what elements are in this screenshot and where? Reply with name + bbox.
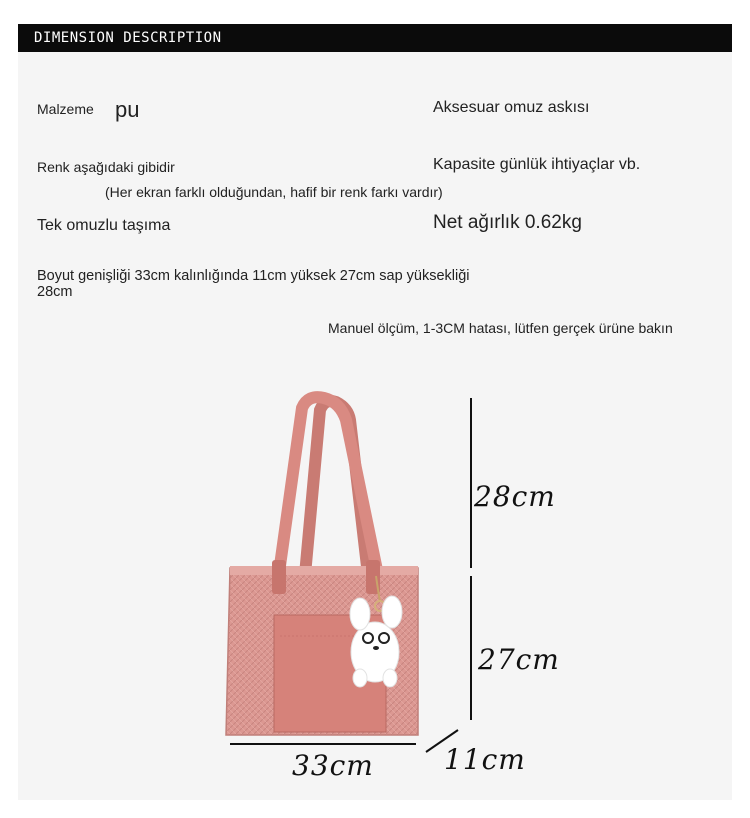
header-title: DIMENSION DESCRIPTION [34,30,222,46]
net-weight-text: Net ağırlık 0.62kg [433,212,582,233]
capacity-text: Kapasite günlük ihtiyaçlar vb. [433,156,641,173]
carry-text: Tek omuzlu taşıma [37,217,171,234]
color-text: Renk aşağıdaki gibidir [37,159,175,175]
handle-height-label: 28cm [474,480,556,513]
material-value: pu [115,97,140,122]
size-text: Boyut genişliği 33cm kalınlığında 11cm yüksek 27cm sap yüksekliği 28cm [37,268,470,300]
material-label: Malzeme [37,101,94,117]
body-height-label: 27cm [478,643,560,676]
bag-image [200,380,560,800]
thickness-label: 11cm [444,743,526,776]
color-note: (Her ekran farklı olduğundan, hafif bir renk farkı vardır) [105,184,443,200]
width-label: 33cm [292,749,374,782]
measure-note: Manuel ölçüm, 1-3CM hatası, lütfen gerçek ürüne bakın [328,320,673,336]
accessory-text: Aksesuar omuz askısı [433,99,590,116]
